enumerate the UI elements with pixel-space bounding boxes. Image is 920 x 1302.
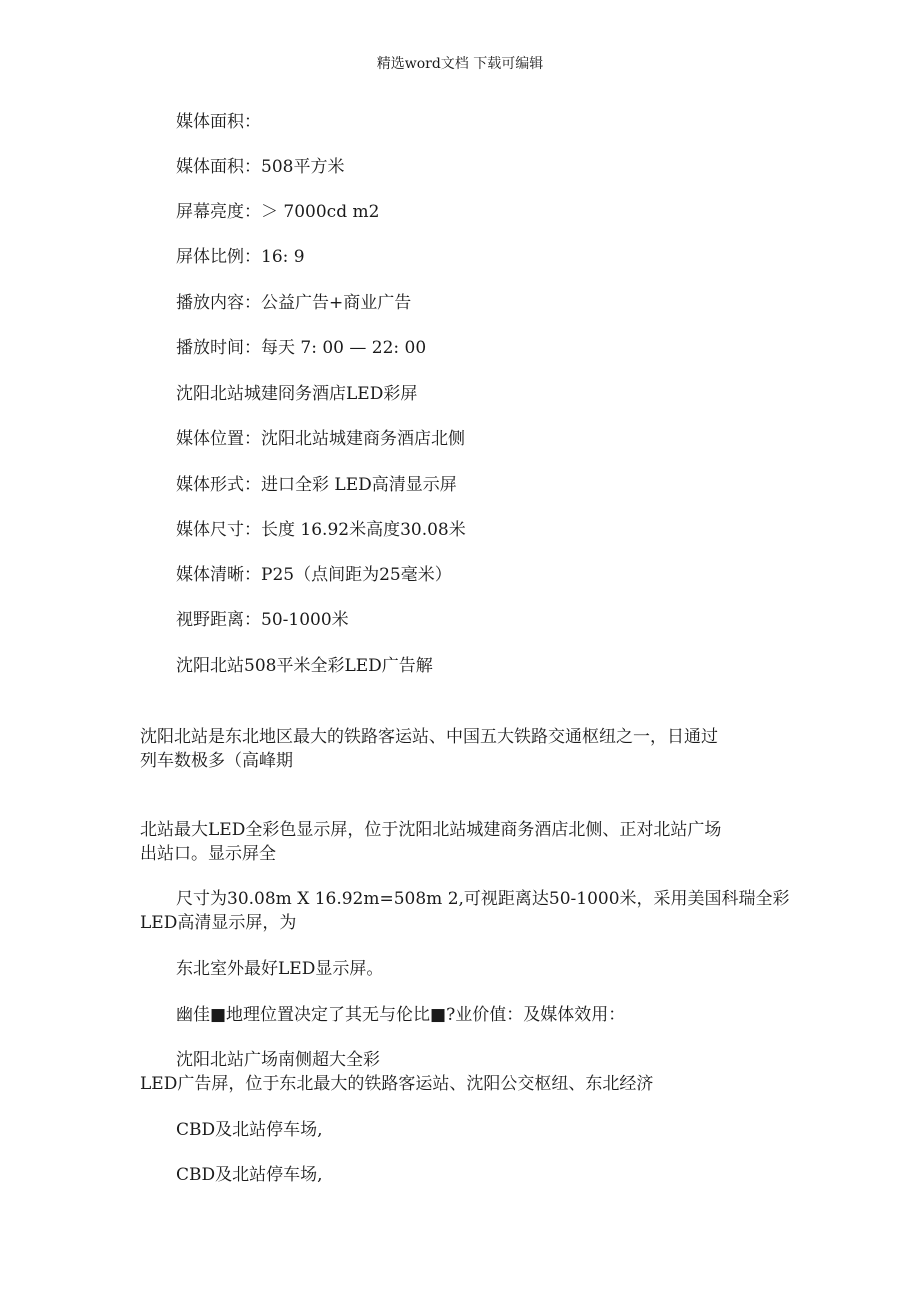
spec-line: 屏体比例：16: 9 xyxy=(176,247,305,267)
spec-line: 媒体位置：沈阳北站城建商务酒店北侧 xyxy=(176,429,465,449)
spec-line: 播放时间：每天 7: 00 — 22: 00 xyxy=(176,338,427,358)
location-value-line: 幽佳■地理位置决定了其无与伦比■?业价值：及媒体效用： xyxy=(176,1005,626,1025)
paragraph-2-line-1: 北站最大LED全彩色显示屏，位于沈阳北站城建商务酒店北侧、正对北站广场 xyxy=(140,820,722,840)
spec-line: 播放内容：公益广告+商业广告 xyxy=(176,293,412,313)
northeast-line: 东北室外最好LED显示屏。 xyxy=(176,959,384,979)
paragraph-1-line-2: 列车数极多（高峰期 xyxy=(140,751,293,771)
spec-line: 媒体面积： xyxy=(176,112,261,132)
paragraph-4-line-1: 沈阳北站广场南侧超大全彩 xyxy=(176,1050,380,1070)
paragraph-4-line-2: LED广告屏，位于东北最大的铁路客运站、沈阳公交枢纽、东北经济 xyxy=(140,1074,654,1094)
spec-line: 媒体面积：508平方米 xyxy=(176,157,345,177)
paragraph-2-line-2: 出站口。显示屏全 xyxy=(140,844,276,864)
paragraph-3-line-2: LED高清显示屏，为 xyxy=(140,913,297,933)
spec-line: 屏幕亮度：＞ 7000cd m2 xyxy=(176,202,380,222)
page-header: 精选word文档 下载可编辑 xyxy=(376,56,544,72)
spec-line: 媒体清晰：P25（点间距为25毫米） xyxy=(176,565,452,585)
cbd-line: CBD及北站停车场, xyxy=(176,1120,323,1140)
paragraph-1-line-1: 沈阳北站是东北地区最大的铁路客运站、中国五大铁路交通枢纽之一，日通过 xyxy=(140,727,718,747)
spec-line: 媒体形式：进口全彩 LED高清显示屏 xyxy=(176,475,457,495)
spec-line: 视野距离：50-1000米 xyxy=(176,610,349,630)
spec-line: 沈阳北站508平米全彩LED广告解 xyxy=(176,656,433,676)
spec-line: 沈阳北站城建冏务酒店LED彩屏 xyxy=(176,384,418,404)
paragraph-3-line-1: 尺寸为30.08m X 16.92m=508m 2,可视距离达50-1000米，采用美国科瑞全彩 xyxy=(176,889,790,909)
spec-line: 媒体尺寸：长度 16.92米高度30.08米 xyxy=(176,520,466,540)
cbd-line: CBD及北站停车场, xyxy=(176,1165,323,1185)
